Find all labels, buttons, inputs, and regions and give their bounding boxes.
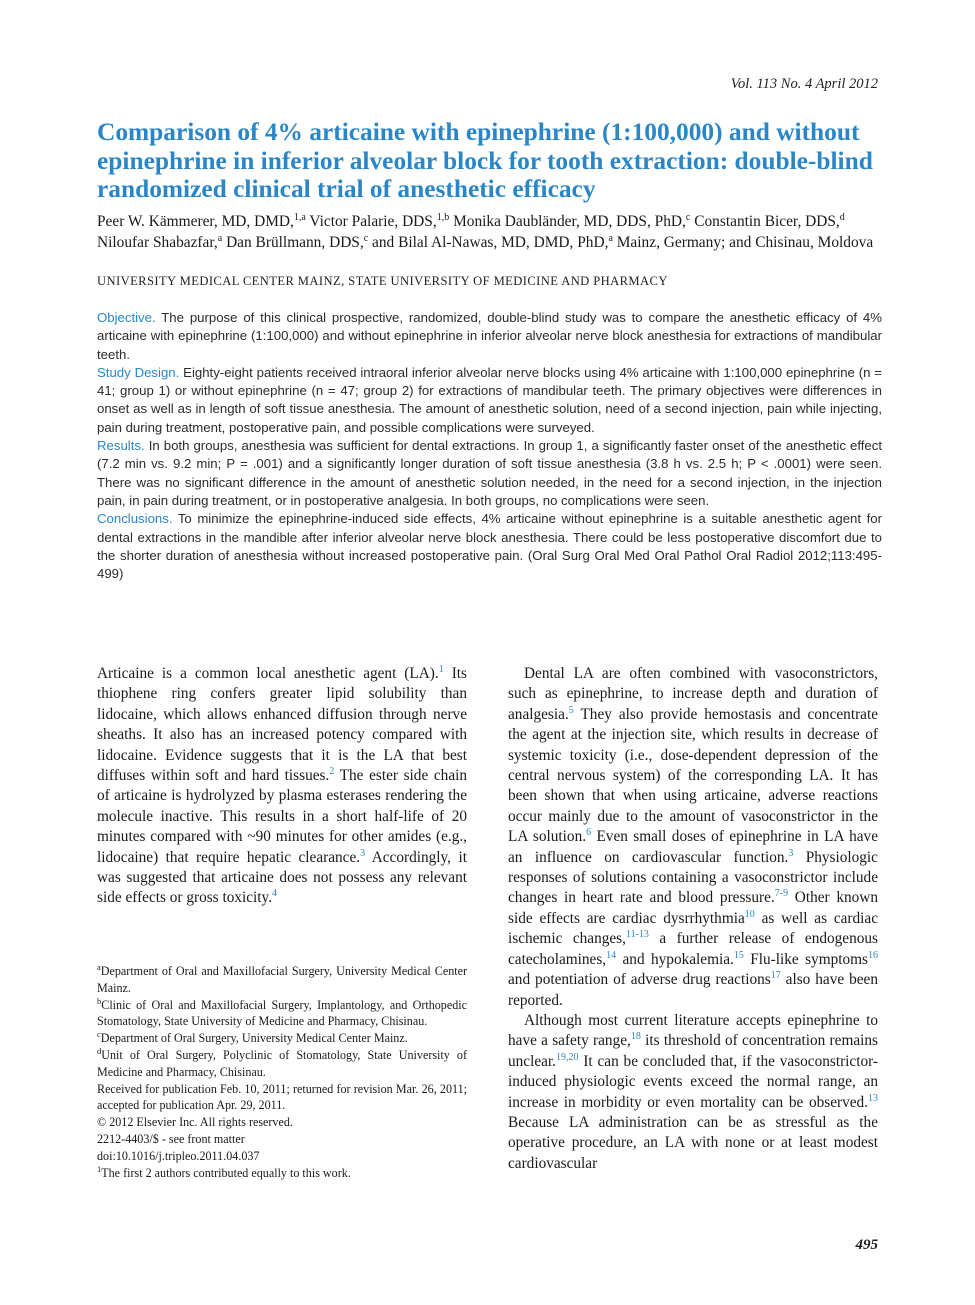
body-text: Even small doses of epinephrine in LA have an influence on cardiovascular function. xyxy=(508,828,878,866)
author-affiliation-marker: c xyxy=(685,211,691,223)
author-name: Monika Daubländer, MD, DDS, PhD, xyxy=(453,213,686,230)
footnote xyxy=(97,1047,467,1081)
abstract-heading: Objective. xyxy=(97,310,156,325)
abstract-text: To minimize the epinephrine-induced side effects, 4% articaine without epinephrine is a suitable anesthetic agent for dental extractions in the mandible after inferior alveolar nerve block anesthesia. There could be less postoperative discomfort due to the shorter duration of anesthesia without increased postoperative pain. (Oral Surg Oral Med Oral Pathol Oral Radiol 2012;113:495-499) xyxy=(97,511,882,582)
institution-line: UNIVERSITY MEDICAL CENTER MAINZ, STATE UNIVERSITY OF MEDICINE AND PHARMACY xyxy=(97,274,668,288)
abstract-conclusions xyxy=(97,510,882,583)
body-text: The ester side chain of articaine is hydrolyzed by plasma esterases rendering the molecule inactive. This results in a short half-life of 20 minutes compared with ~90 minutes for other amides (e.g., lidocaine) that require hepatic clearance. xyxy=(97,767,468,866)
body-text: It can be concluded that, if the vasoconstrictor-induced physiologic events exceed the normal range, an increase in morbidity or even mortality can be observed. xyxy=(508,1052,878,1111)
author-name: Victor Palarie, DDS, xyxy=(309,213,437,230)
citation-ref: 17 xyxy=(770,970,781,981)
page-number: 495 xyxy=(855,1237,878,1253)
footnote xyxy=(97,1165,467,1182)
author-affiliation-marker: c xyxy=(363,232,369,244)
citation-ref: 3 xyxy=(360,847,366,859)
body-paragraph xyxy=(508,1011,878,1174)
citation-ref: 11-13 xyxy=(625,929,649,941)
body-text: also have been reported. xyxy=(508,971,878,1009)
citation-ref: 16 xyxy=(868,949,878,961)
citation-ref: 10 xyxy=(744,908,755,920)
body-text: its threshold of concentration remains unclear. xyxy=(508,1032,878,1070)
abstract-heading: Results. xyxy=(97,438,145,454)
body-text: Physiologic responses of solutions containing a vasoconstrictor include changes in heart rate and blood pressure. xyxy=(508,848,878,907)
abstract-text: The purpose of this clinical prospective, randomized, double-blind study was to compare the anesthetic efficacy of 4% articaine with epinephrine (1:100,000) and without epinephrine in inferior alveolar nerve block anesthesia for extractions of mandibular teeth. xyxy=(97,310,882,362)
author-name: Bilal Al-Nawas, MD, DMD, PhD, xyxy=(398,234,609,251)
footnote-marker: a xyxy=(97,961,101,972)
footnote-text: The first 2 authors contributed equally to this work. xyxy=(101,1165,351,1180)
body-text: Articaine is a common local anesthetic agent (LA). xyxy=(97,665,439,682)
footnote-text: doi:10.1016/j.tripleo.2011.04.037 xyxy=(97,1148,260,1163)
abstract-results xyxy=(97,437,882,510)
citation-ref: 19,20 xyxy=(556,1051,579,1063)
abstract-heading: Conclusions. xyxy=(97,511,173,527)
author-affiliation-marker: 1,a xyxy=(293,211,306,223)
journal-info: Vol. 113 No. 4 April 2012 xyxy=(730,76,878,92)
body-paragraph xyxy=(508,664,878,1011)
footnote xyxy=(97,1081,467,1115)
body-text: Because LA administration can be as stressful as the operative procedure, an LA with none or at least modest cardiovascular xyxy=(508,1113,878,1172)
footnote xyxy=(97,1030,467,1047)
author-separator: and xyxy=(368,234,399,251)
citation-ref: 4 xyxy=(272,888,278,900)
footnote-text: © 2012 Elsevier Inc. All rights reserved. xyxy=(97,1115,293,1130)
footnote-text: Unit of Oral Surgery, Polyclinic of Stomatology, State University of Medicine and Pharmacy, Chisinau. xyxy=(97,1047,467,1079)
citation-ref: 7-9 xyxy=(774,888,789,900)
body-text: and potentiation of adverse drug reactions xyxy=(508,971,771,989)
abstract-heading: Study Design. xyxy=(97,364,180,380)
footnote-text: Received for publication Feb. 10, 2011; returned for revision Mar. 26, 2011; accepted for publication Apr. 29, 2011. xyxy=(97,1081,467,1113)
footnote-marker: b xyxy=(97,995,102,1006)
body-text: Flu-like symptoms xyxy=(743,950,868,968)
author-affiliation-marker: a xyxy=(217,232,223,244)
author-affiliation-marker: a xyxy=(608,232,613,244)
citation-ref: 3 xyxy=(788,847,794,859)
body-paragraph xyxy=(97,664,467,909)
abstract-study-design xyxy=(97,364,882,437)
footnote-marker: 1 xyxy=(97,1163,102,1174)
citation-ref: 2 xyxy=(329,765,335,777)
body-text: as well as cardiac ischemic changes, xyxy=(508,909,878,948)
citation-ref: 14 xyxy=(606,949,617,961)
citation-ref: 1 xyxy=(438,663,444,675)
author-name: Constantin Bicer, DDS, xyxy=(694,213,840,230)
citation-ref: 6 xyxy=(586,827,592,839)
footnote-marker: c xyxy=(97,1029,101,1040)
footnote xyxy=(97,997,467,1031)
abstract-text: In both groups, anesthesia was sufficient for dental extractions. In group 1, a significantly faster onset of the anesthetic effect (7.2 min vs. 9.2 min; P = .001) and a significantly longer duration of soft tissue anesthesia (3.8 h vs. 2.5 h; P < .0001) were seen. There was no significant difference in the amount of anesthetic solution needed, in the need for a second injection, in the injection pain, in pain during treatment, or in postoperative analgesia. In both groups, no complications were seen. xyxy=(97,438,882,508)
author-affiliation-marker: 1,b xyxy=(436,211,450,223)
author-name: Niloufar Shabazfar, xyxy=(97,234,218,251)
footnote-text: Clinic of Oral and Maxillofacial Surgery, Implantology, and Orthopedic Stomatology, State University of Medicine and Pharmacy, Chisinau. xyxy=(97,997,467,1029)
author-affiliation-marker: d xyxy=(839,211,845,223)
article-title: Comparison of 4% articaine with epinephrine (1:100,000) and without epinephrine in inferior alveolar block for tooth extraction: double-blind randomized clinical trial of anesthetic efficacy xyxy=(97,118,873,203)
footnote-text: 2212-4403/$ - see front matter xyxy=(97,1131,245,1146)
body-text: They also provide hemostasis and concentrate the agent at the injection site, which results in decrease of systemic toxicity (i.e., dose-dependent depression of the central nervous system) of the corresponding LA. It has been shown that when using articaine, adverse reactions occur mainly due to the amount of vasoconstrictor in the LA solution. xyxy=(508,705,878,846)
footnote-marker: d xyxy=(97,1045,102,1056)
footnote-text: Department of Oral Surgery, University Medical Center Mainz. xyxy=(100,1031,408,1046)
citation-ref: 15 xyxy=(733,949,744,961)
body-text: Accordingly, it was suggested that articaine does not possess any relevant side effects or gross toxicity. xyxy=(97,848,467,907)
citation-ref: 18 xyxy=(630,1031,641,1043)
author-location: Mainz, Germany; and Chisinau, Moldova xyxy=(616,234,874,251)
author-name: Dan Brüllmann, DDS, xyxy=(226,234,364,251)
body-text: a further release of endogenous catecholamines, xyxy=(508,930,878,968)
body-text: Dental LA are often combined with vasoconstrictors, such as epinephrine, to increase depth and duration of analgesia. xyxy=(508,665,878,723)
body-right-column xyxy=(508,664,878,1174)
footnote xyxy=(97,1114,467,1131)
body-text: Its thiophene ring confers greater lipid solubility than lidocaine, which allows enhanced diffusion through nerve sheaths. It also has an increased potency compared with lidocaine. Evidence suggests that it is the LA that best diffuses within soft and hard tissues. xyxy=(97,665,467,785)
abstract xyxy=(97,309,882,583)
author-list xyxy=(97,211,882,253)
abstract-objective xyxy=(97,309,882,364)
citation-ref: 5 xyxy=(568,704,574,716)
footnote-text: Department of Oral and Maxillofacial Surgery, University Medical Center Mainz. xyxy=(97,964,467,995)
citation-ref: 13 xyxy=(868,1092,878,1104)
body-text: and hypokalemia. xyxy=(616,950,734,968)
body-text: Although most current literature accepts epinephrine to have a safety range, xyxy=(508,1011,878,1050)
footnote xyxy=(97,963,467,997)
body-left-column xyxy=(97,664,467,909)
abstract-text: Eighty-eight patients received intraoral inferior alveolar nerve blocks using 4% articaine with 1:100,000 epinephrine (n = 41; group 1) or without epinephrine (n = 47; group 2) for extractions of mandibular teeth. The primary objectives were differences in onset as well as in length of soft tissue anesthesia. The amount of anesthetic solution, need of a second injection, pain while injecting, pain during treatment, postoperative pain, and possible complications were surveyed. xyxy=(97,364,882,435)
body-text: Other known side effects are cardiac dysrrhythmia xyxy=(508,889,878,927)
footnote xyxy=(97,1148,467,1165)
author-name: Peer W. Kämmerer, MD, DMD, xyxy=(97,213,294,230)
footnote xyxy=(97,1131,467,1148)
footnotes xyxy=(97,963,467,1181)
